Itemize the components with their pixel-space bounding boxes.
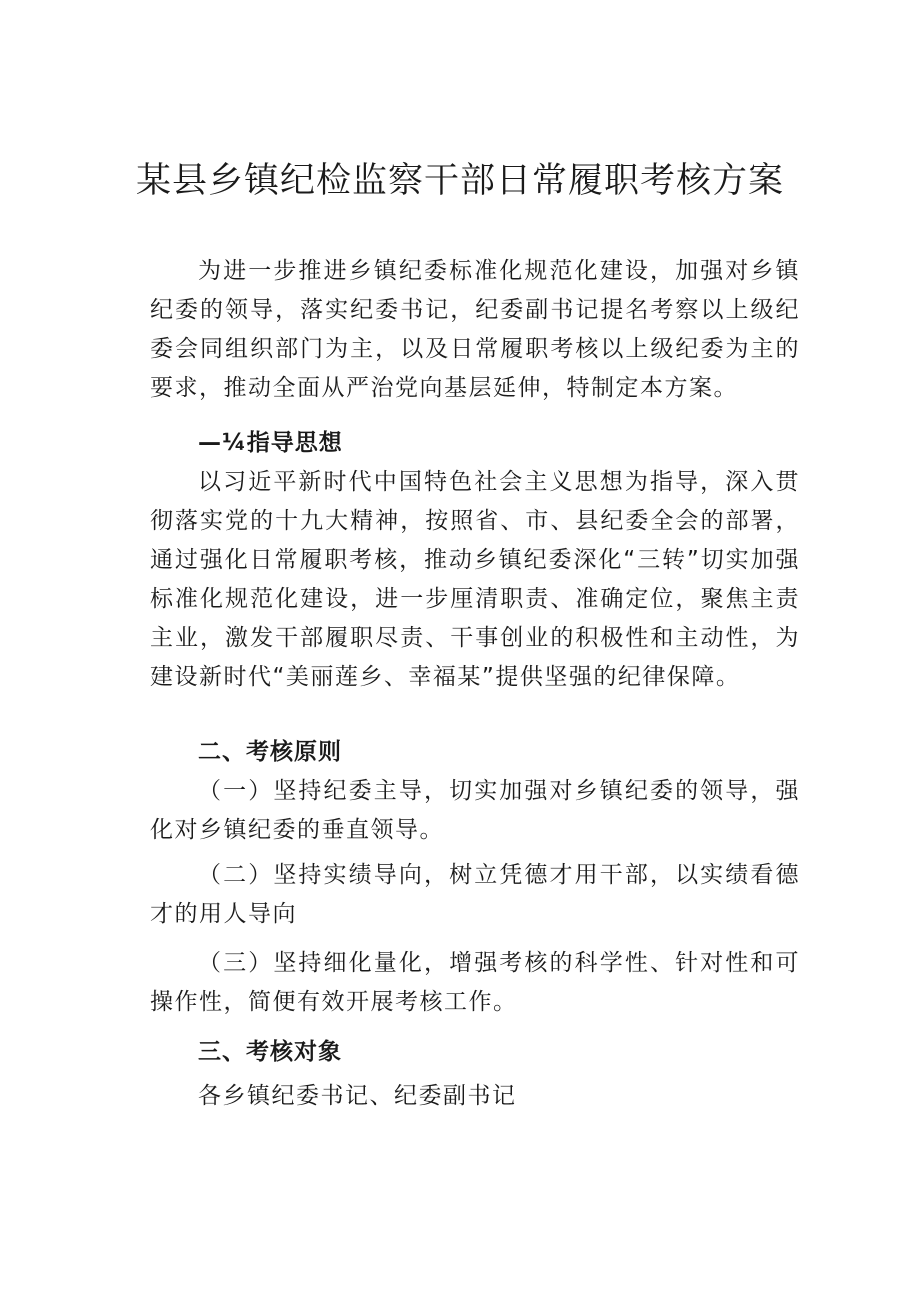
principle-item-3: （三）坚持细化量化，增强考核的科学性、针对性和可操作性，简便有效开展考核工作。 [150,950,800,1015]
document-title: 某县乡镇纪检监察干部日常履职考核方案 [135,161,784,201]
section-heading-principles: 二、考核原则 [198,739,342,765]
targets-paragraph: 各乡镇纪委书记、纪委副书记 [198,1083,517,1109]
intro-paragraph: 为进一步推进乡镇纪委标准化规范化建设，加强对乡镇纪委的领导，落实纪委书记，纪委副书记提名考察以上级纪委会同组织部门为主，以及日常履职考核以上级纪委为主的要求，推动全面从严治党向基层延伸，特制定本方案。 [150,258,800,401]
principle-item-2: （二）坚持实绩导向，树立凭德才用干部，以实绩看德才的用人导向 [150,862,800,927]
guiding-ideology-paragraph: 以习近平新时代中国特色社会主义思想为指导，深入贯彻落实党的十九大精神，按照省、市、县纪委全会的部署，通过强化日常履职考核，推动乡镇纪委深化“三转”切实加强标准化规范化建设，进一步厘清职责、准确定位，聚焦主责主业，激发干部履职尽责、干事创业的积极性和主动性，为建设新时代“美丽莲乡、幸福某”提供坚强的纪律保障。 [150,469,800,690]
section-heading-targets: 三、考核对象 [198,1039,342,1065]
section-heading-guiding-ideology: —¼指导思想 [198,430,343,456]
principle-item-1: （一）坚持纪委主导，切实加强对乡镇纪委的领导，强化对乡镇纪委的垂直领导。 [150,778,800,843]
